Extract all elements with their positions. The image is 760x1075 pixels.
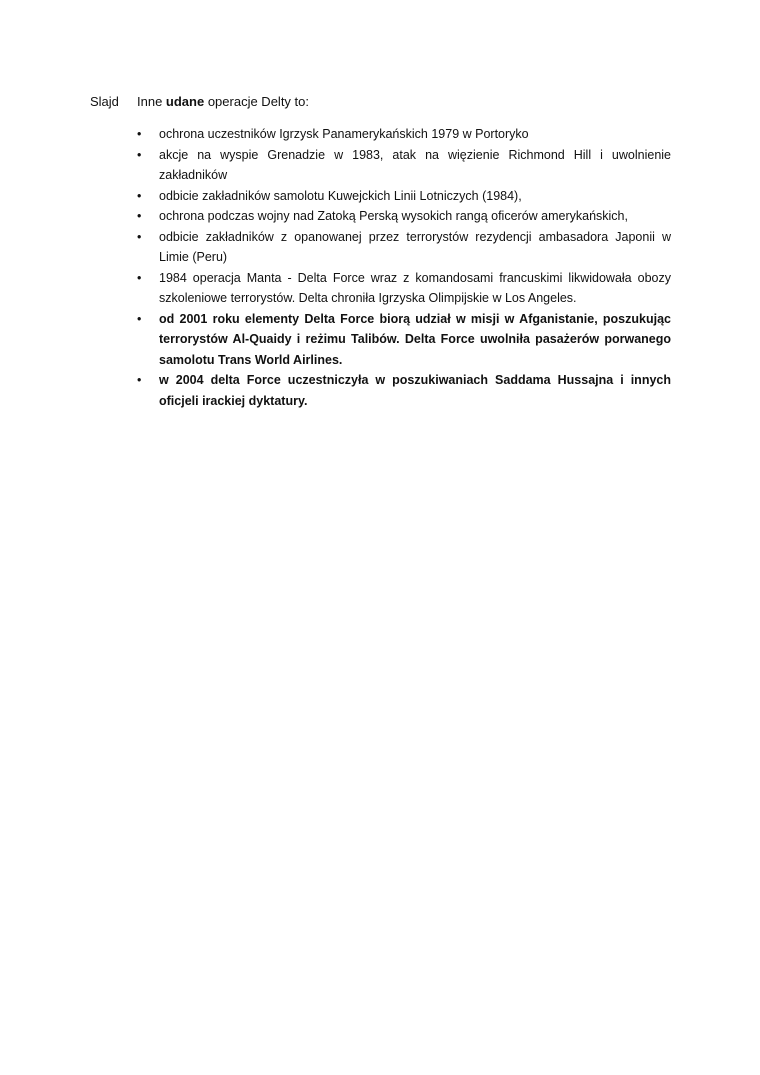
list-item <box>137 227 671 268</box>
slide-label: Slajd <box>90 94 119 109</box>
slide-notes <box>137 92 671 411</box>
bullet-icon: • <box>137 209 142 223</box>
bullet-icon: • <box>137 373 142 387</box>
intro-emphasis: udane <box>165 94 205 109</box>
operations-list <box>137 124 671 411</box>
list-item-text: odbicie zakładników z opanowanej przez terrorystów rezydencji ambasadora Japonii w Limie (Peru) <box>159 229 671 264</box>
list-item <box>137 309 671 371</box>
list-item <box>137 124 671 145</box>
bullet-icon: • <box>137 229 142 244</box>
list-item-text: odbicie zakładników samolotu Kuwejckich Linii Lotniczych (1984), <box>159 188 522 203</box>
intro-after: operacje Delty to: <box>204 94 309 109</box>
bullet-icon: • <box>137 147 142 162</box>
bullet-icon: • <box>137 188 142 203</box>
list-item-text: ochrona uczestników Igrzysk Panamerykańskich 1979 w Portoryko <box>159 127 529 141</box>
intro-before: Inne <box>137 94 166 109</box>
bullet-icon: • <box>137 311 142 326</box>
list-item-text: od 2001 roku elementy Delta Force biorą udział w misji w Afganistanie, poszukując terrorystów Al-Quaidy i reżimu Talibów. Delta Force uwolniła pasażerów porwanego samolotu Trans World Airlines. <box>159 311 671 367</box>
list-item-text: 1984 operacja Manta - Delta Force wraz z komandosami francuskimi likwidowała obozy szkoleniowe terrorystów. Delta chroniła Igrzyska Olimpijskie w Los Angeles. <box>159 270 671 305</box>
list-item <box>137 145 671 186</box>
bullet-icon: • <box>137 270 142 285</box>
list-item-text: ochrona podczas wojny nad Zatoką Perską wysokich rangą oficerów amerykańskich, <box>159 209 628 223</box>
list-item <box>137 186 671 207</box>
list-item-text: akcje na wyspie Grenadzie w 1983, atak na więzienie Richmond Hill i uwolnienie zakładników <box>159 147 671 182</box>
list-item <box>137 370 671 411</box>
list-item-text: w 2004 delta Force uczestniczyła w poszukiwaniach Saddama Hussajna i innych oficjeli irackiej dyktatury. <box>159 373 671 408</box>
intro-line <box>137 92 671 112</box>
list-item <box>137 268 671 309</box>
list-item <box>137 206 671 227</box>
bullet-icon: • <box>137 127 142 141</box>
